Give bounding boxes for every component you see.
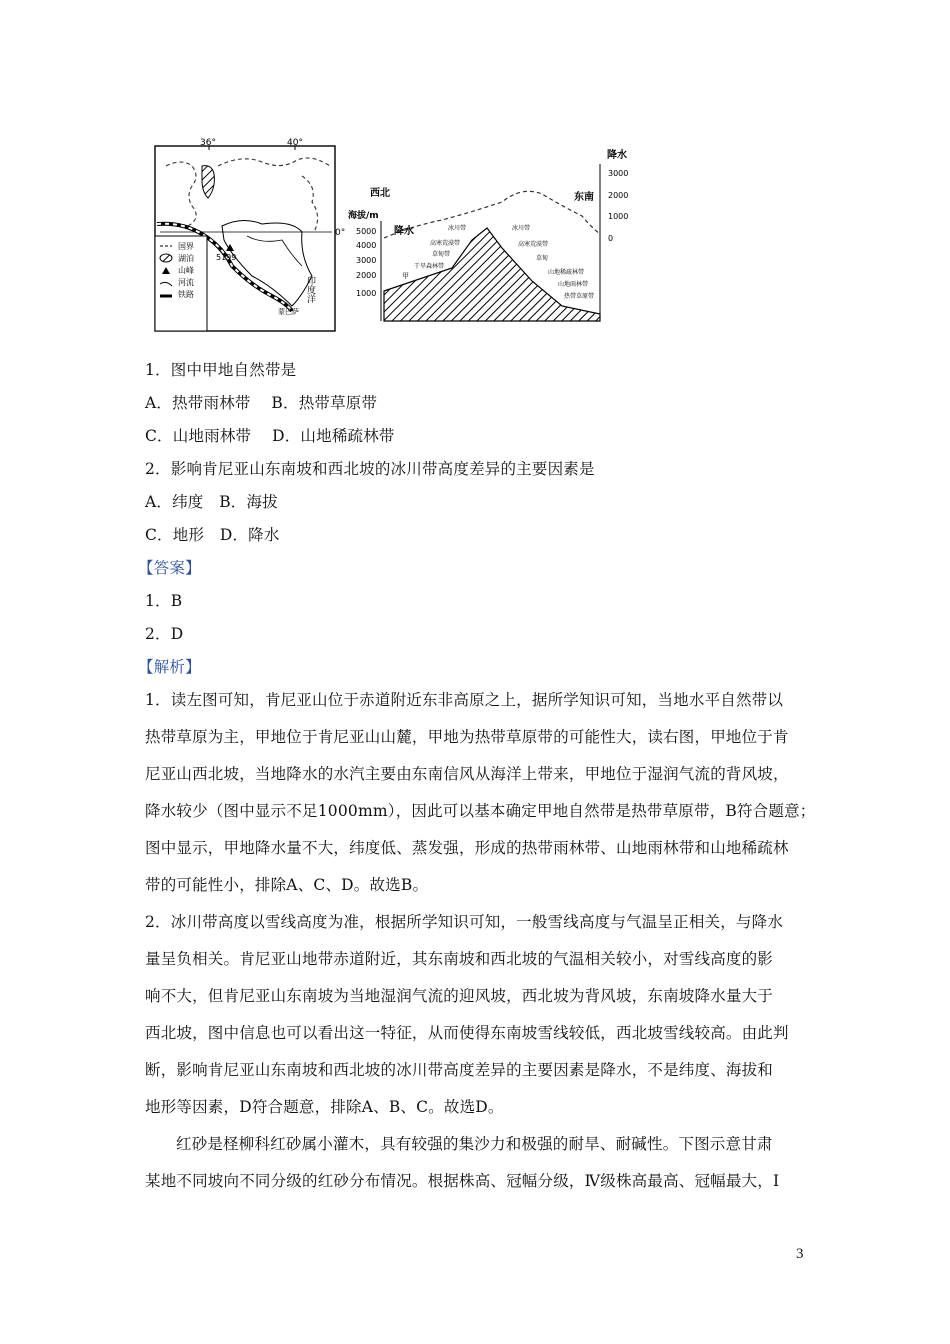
- analysis-line: 响不大，但肯尼亚山东南坡为当地湿润气流的迎风坡，西北坡为背风坡，东南坡降水量大于: [145, 987, 774, 1005]
- dir-southeast: 东南: [574, 192, 594, 203]
- analysis-line: 量呈负相关。肯尼亚山地带赤道附近，其东南坡和西北坡的气温相关较小，对雪线高度的影: [145, 950, 774, 968]
- city-label: 蒙巴萨: [278, 308, 299, 316]
- precip-tick-3000: 3000: [608, 169, 629, 178]
- page-number: 3: [796, 1246, 804, 1262]
- nw-zone-glacier: 冰川带: [448, 225, 467, 232]
- se-zone-savanna: 热带草原带: [564, 293, 595, 300]
- se-zone-meadow: 草甸: [536, 255, 549, 262]
- ocean-label: 印度洋: [305, 276, 315, 303]
- question-1: 1．图中甲地自然带是: [145, 361, 297, 379]
- legend-railway: 铁路: [178, 290, 194, 299]
- precip-tick-2000: 2000: [608, 191, 629, 200]
- question-2-options-ab: A．纬度 B．海拔: [145, 493, 278, 511]
- question-1-options-cd: C．山地雨林带 D．山地稀疏林带: [145, 427, 395, 445]
- lat-label-0: 0°: [335, 228, 346, 238]
- analysis-line: 热带草原为主，甲地位于肯尼亚山山麓，甲地为热带草原带的可能性大，读右图，甲地位于肯: [145, 728, 789, 746]
- legend-lake: 湖泊: [178, 254, 194, 263]
- analysis-line: 地形等因素，D符合题意，排除A、B、C。故选D。: [145, 1098, 504, 1116]
- next-intro-line-2: 某地不同坡向不同分级的红砂分布情况。根据株高、冠幅分级，Ⅳ级株高最高、冠幅最大，Ⅰ: [145, 1172, 780, 1190]
- analysis-line: 西北坡，图中信息也可以看出这一特征，从而使得东南坡雪线较低，西北坡雪线较高。由此判: [145, 1024, 789, 1042]
- elev-tick-1000: 1000: [356, 289, 377, 298]
- analysis-line: 1．读左图可知，肯尼亚山位于赤道附近东非高原之上，据所学知识可知，当地水平自然带以: [145, 691, 784, 709]
- question-2: 2．影响肯尼亚山东南坡和西北坡的冰川带高度差异的主要因素是: [145, 460, 595, 478]
- question-1-options-ab: A．热带雨林带 B．热带草原带: [145, 394, 378, 412]
- lon-label-40: 40°: [287, 138, 303, 148]
- precip-axis-title: 降水: [607, 150, 627, 161]
- nw-zone-alpine-desert: 高寒荒漠带: [430, 240, 461, 247]
- dir-northwest: 西北: [370, 188, 390, 199]
- analysis-line: 断，影响肯尼亚山东南坡和西北坡的冰川带高度差异的主要因素是降水，不是纬度、海拔和: [145, 1061, 774, 1079]
- se-zone-alpine-desert: 高寒荒漠带: [518, 241, 549, 248]
- peak-elevation-label: 5199: [216, 253, 237, 262]
- nw-zone-meadow: 草甸带: [432, 251, 451, 258]
- map-panel: [155, 138, 345, 331]
- nw-jia-label: 甲: [402, 272, 409, 280]
- lon-label-36: 36°: [200, 138, 216, 148]
- analysis-line: 2．冰川带高度以雪线高度为准，根据所学知识可知，一般雪线高度与气温呈正相关，与降水: [145, 913, 784, 931]
- next-intro-line-1: 红砂是柽柳科红砂属小灌木，具有较强的集沙力和极强的耐旱、耐碱性。下图示意甘肃: [176, 1135, 773, 1153]
- analysis-line: 尼亚山西北坡，当地降水的水汽主要由东南信风从海洋上带来，甲地位于湿润气流的背风坡，: [145, 765, 789, 783]
- profile-panel: [348, 148, 628, 321]
- answer-2: 2．D: [145, 625, 184, 643]
- se-zone-sparse-forest: 山地稀疏林带: [548, 269, 585, 276]
- analysis-heading: 【解析】: [138, 658, 201, 676]
- precip-tick-1000: 1000: [608, 212, 629, 221]
- se-zone-rainforest: 山地雨林带: [558, 281, 589, 288]
- precip-tick-0: 0: [608, 234, 614, 243]
- se-zone-glacier: 冰川带: [512, 225, 531, 232]
- elev-tick-3000: 3000: [356, 256, 377, 265]
- analysis-line: 带的可能性小，排除A、C、D。故选B。: [145, 876, 429, 894]
- elev-axis-title: 海拔/m: [348, 211, 379, 221]
- elev-tick-4000: 4000: [356, 241, 377, 250]
- legend-river: 河流: [178, 278, 194, 287]
- analysis-line: 降水较少（图中显示不足1000mm），因此可以基本确定甲地自然带是热带草原带，B符合题意；: [145, 802, 816, 820]
- figure-kenya-mountain: [152, 136, 642, 336]
- nw-zone-dry-forest: 干旱森林带: [414, 263, 445, 270]
- legend-peak: 山峰: [178, 266, 194, 275]
- legend-border: 国界: [178, 242, 194, 251]
- elev-tick-2000: 2000: [356, 271, 377, 280]
- precip-curve-label: 降水: [394, 226, 414, 237]
- elev-tick-5000: 5000: [356, 227, 377, 236]
- answer-heading: 【答案】: [138, 559, 201, 577]
- answer-1: 1．B: [145, 592, 183, 610]
- analysis-line: 图中显示，甲地降水量不大，纬度低、蒸发强，形成的热带雨林带、山地雨林带和山地稀疏林: [145, 839, 789, 857]
- question-2-options-cd: C．地形 D．降水: [145, 526, 280, 544]
